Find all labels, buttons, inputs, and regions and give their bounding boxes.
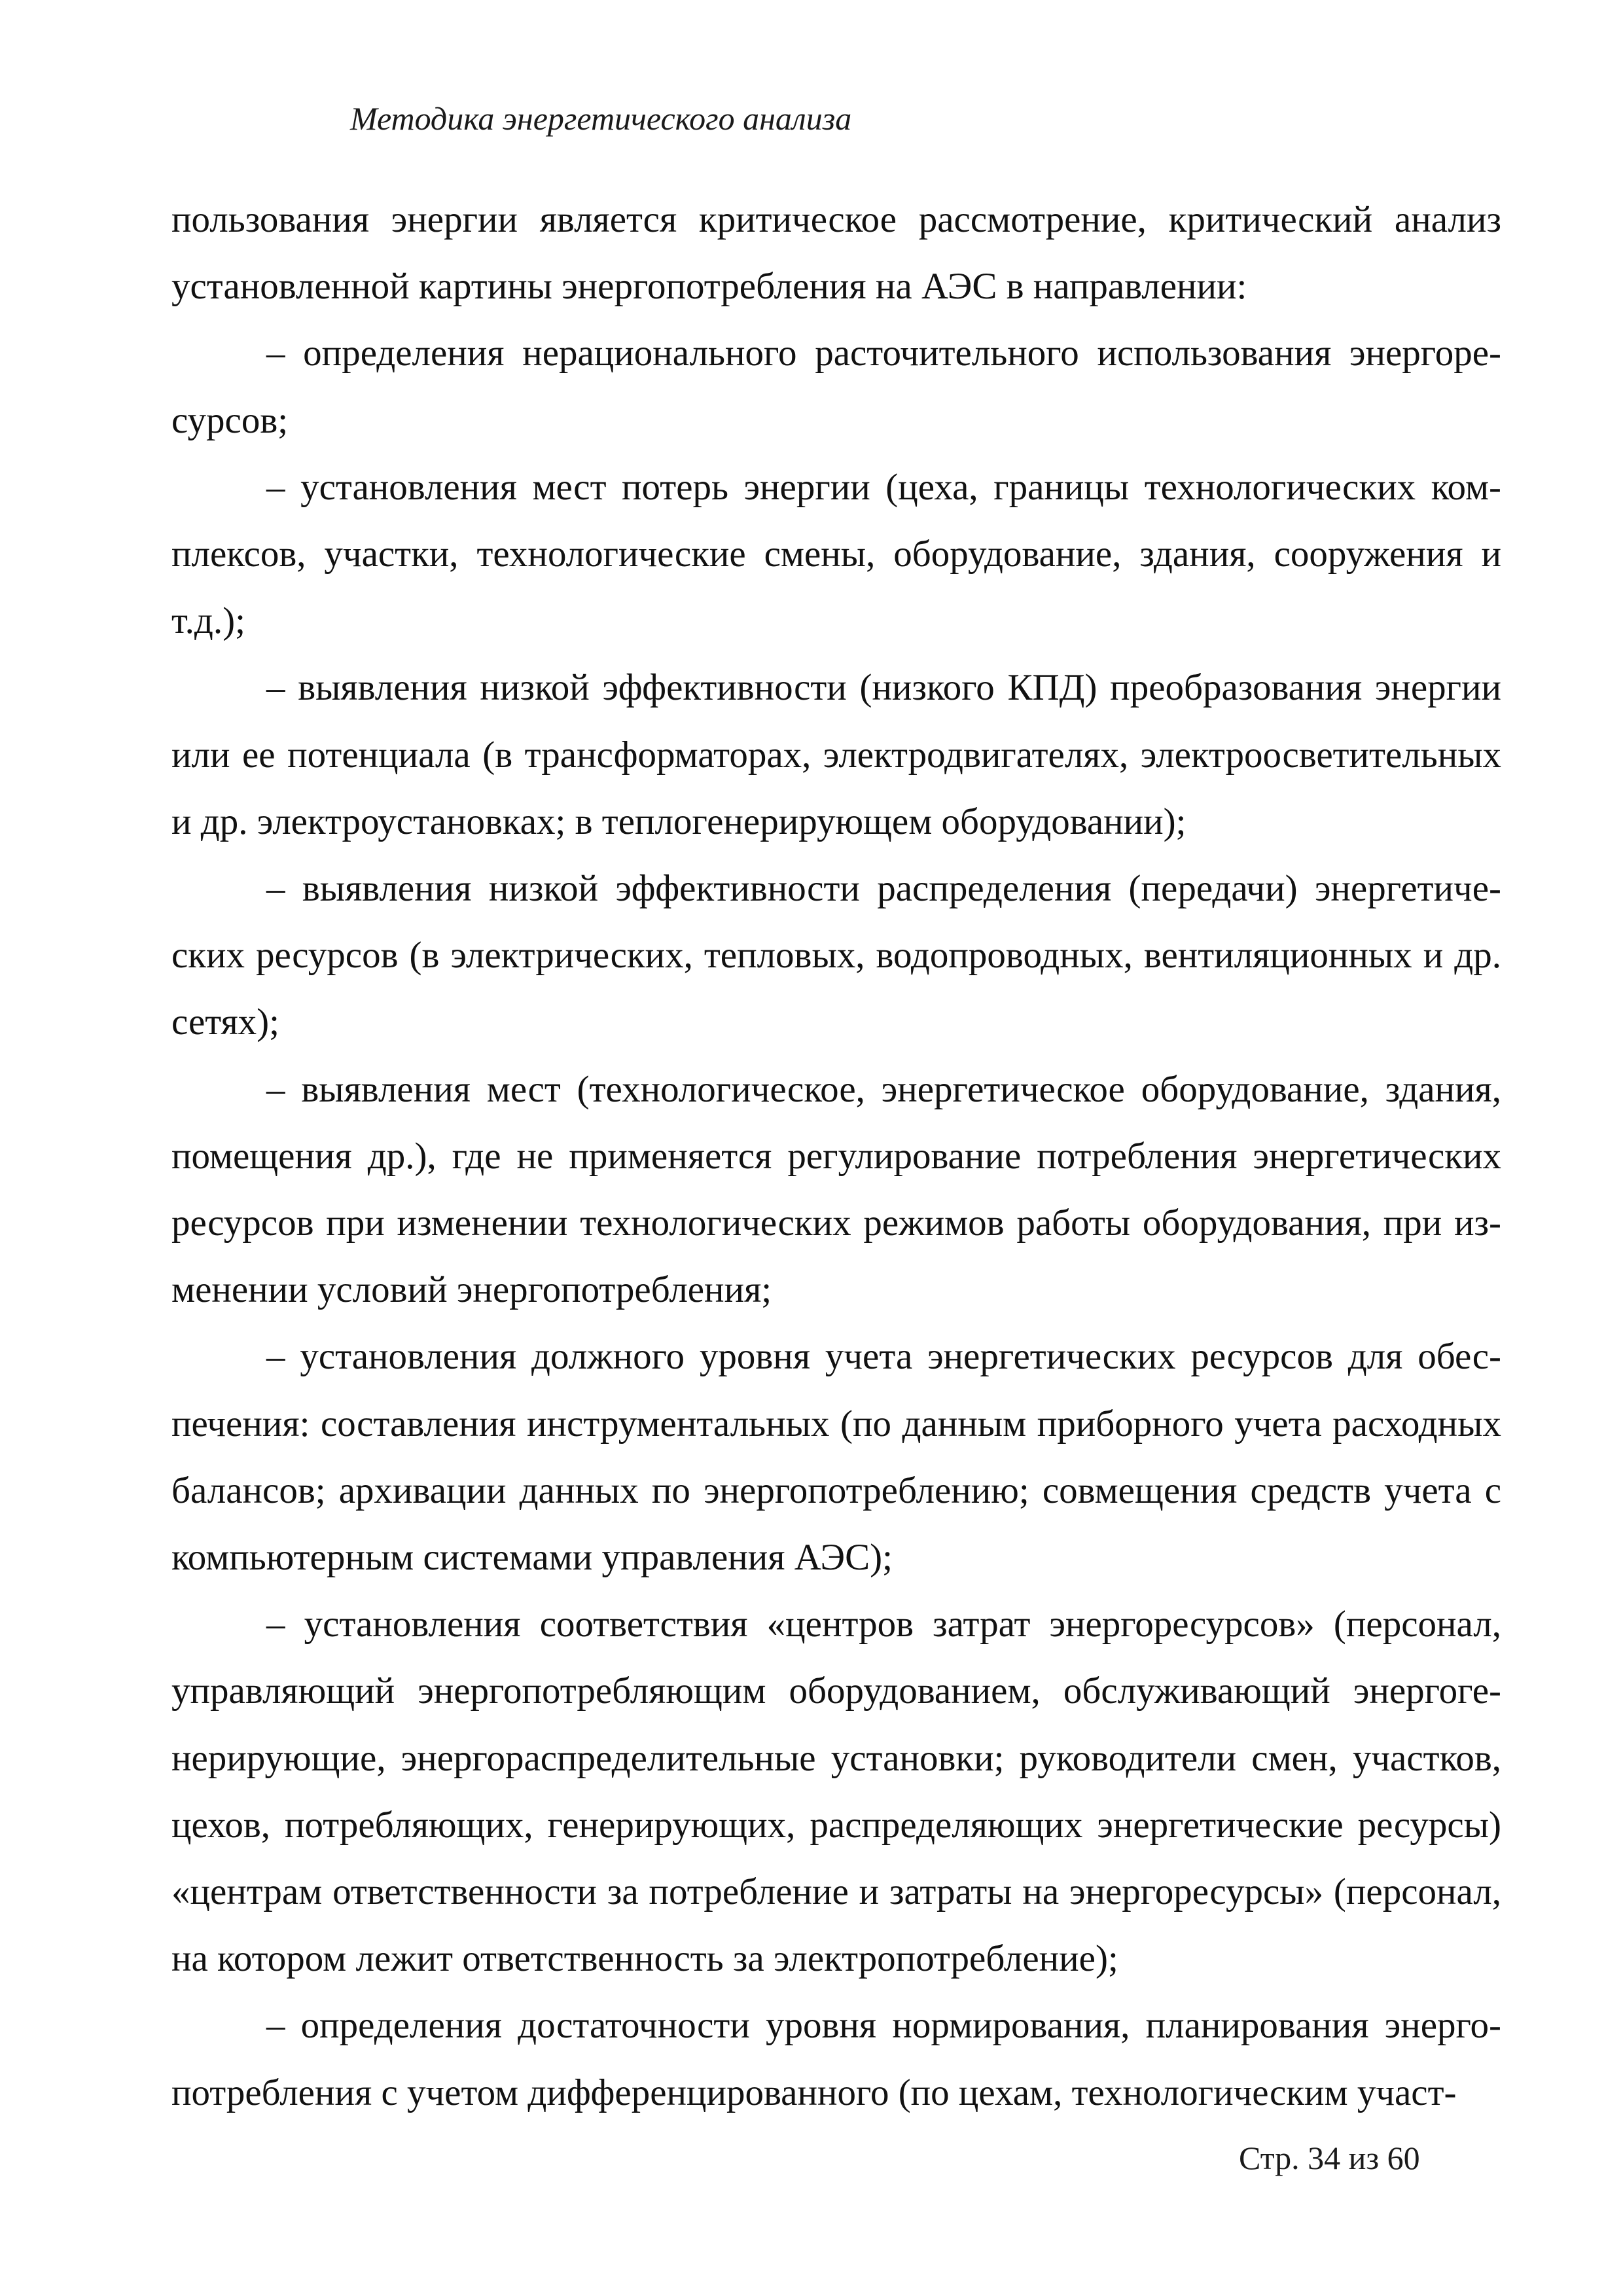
intro-paragraph: пользования энергии является критическое рассмотрение, критический анализ установленной картины энергопотребления на АЭС в направлении: — [171, 199, 1501, 308]
page-number: Стр. 34 из 60 — [1239, 2140, 1420, 2176]
list-item-6: – установления должного уровня учета энергетических ресурсов для обеспечения: составления инструментальных (по данным приборного учета расходных балансов; архивации данных по энергопотреблению; совмещения средств учета с компьютерным системами управления АЭС); — [171, 1336, 1501, 1579]
document-body — [171, 187, 1501, 2126]
list-item-7: – установления соответствия «центров затрат энергоресурсов» (персонал, управляющий энергопотребляющим оборудованием, обслуживающий энергогенерирующие, энергораспределительные установки; руководители смен, участков, цехов, потребляющих, генерирующих, распределяющих энергетические ресурсы) «центрам ответственности за потребление и затраты на энергоресурсы» (персонал, на котором лежит ответственность за электропотребление); — [171, 1604, 1501, 1980]
running-header: Методика энергетического анализа — [350, 100, 852, 137]
list-item-4: – выявления низкой эффективности распределения (передачи) энергетических ресурсов (в электрических, тепловых, водопроводных, вентиляционных и др. сетях); — [171, 868, 1501, 1043]
list-item-1: – определения нерационального расточительного использования энергоресурсов; — [171, 332, 1501, 441]
list-item-3: – выявления низкой эффективности (низкого КПД) преобразования энергии или ее потенциала (в трансформаторах, электродвигателях, электроосветительных и др. электроустановках; в теплогенерирующем оборудовании); — [171, 667, 1501, 842]
list-item-5: – выявления мест (технологическое, энергетическое оборудование, здания, помещения др.), где не применяется регулирование потребления энергетических ресурсов при изменении технологических режимов работы оборудования, при изменении условий энергопотребления; — [171, 1068, 1501, 1311]
list-item-2: – установления мест потерь энергии (цеха, границы технологических комплексов, участки, технологические смены, оборудование, здания, сооружения и т.д.); — [171, 466, 1501, 642]
list-item-8: – определения достаточности уровня нормирования, планирования энергопотребления с учетом дифференцированного (по цехам, технологическим участ- — [171, 2005, 1501, 2113]
